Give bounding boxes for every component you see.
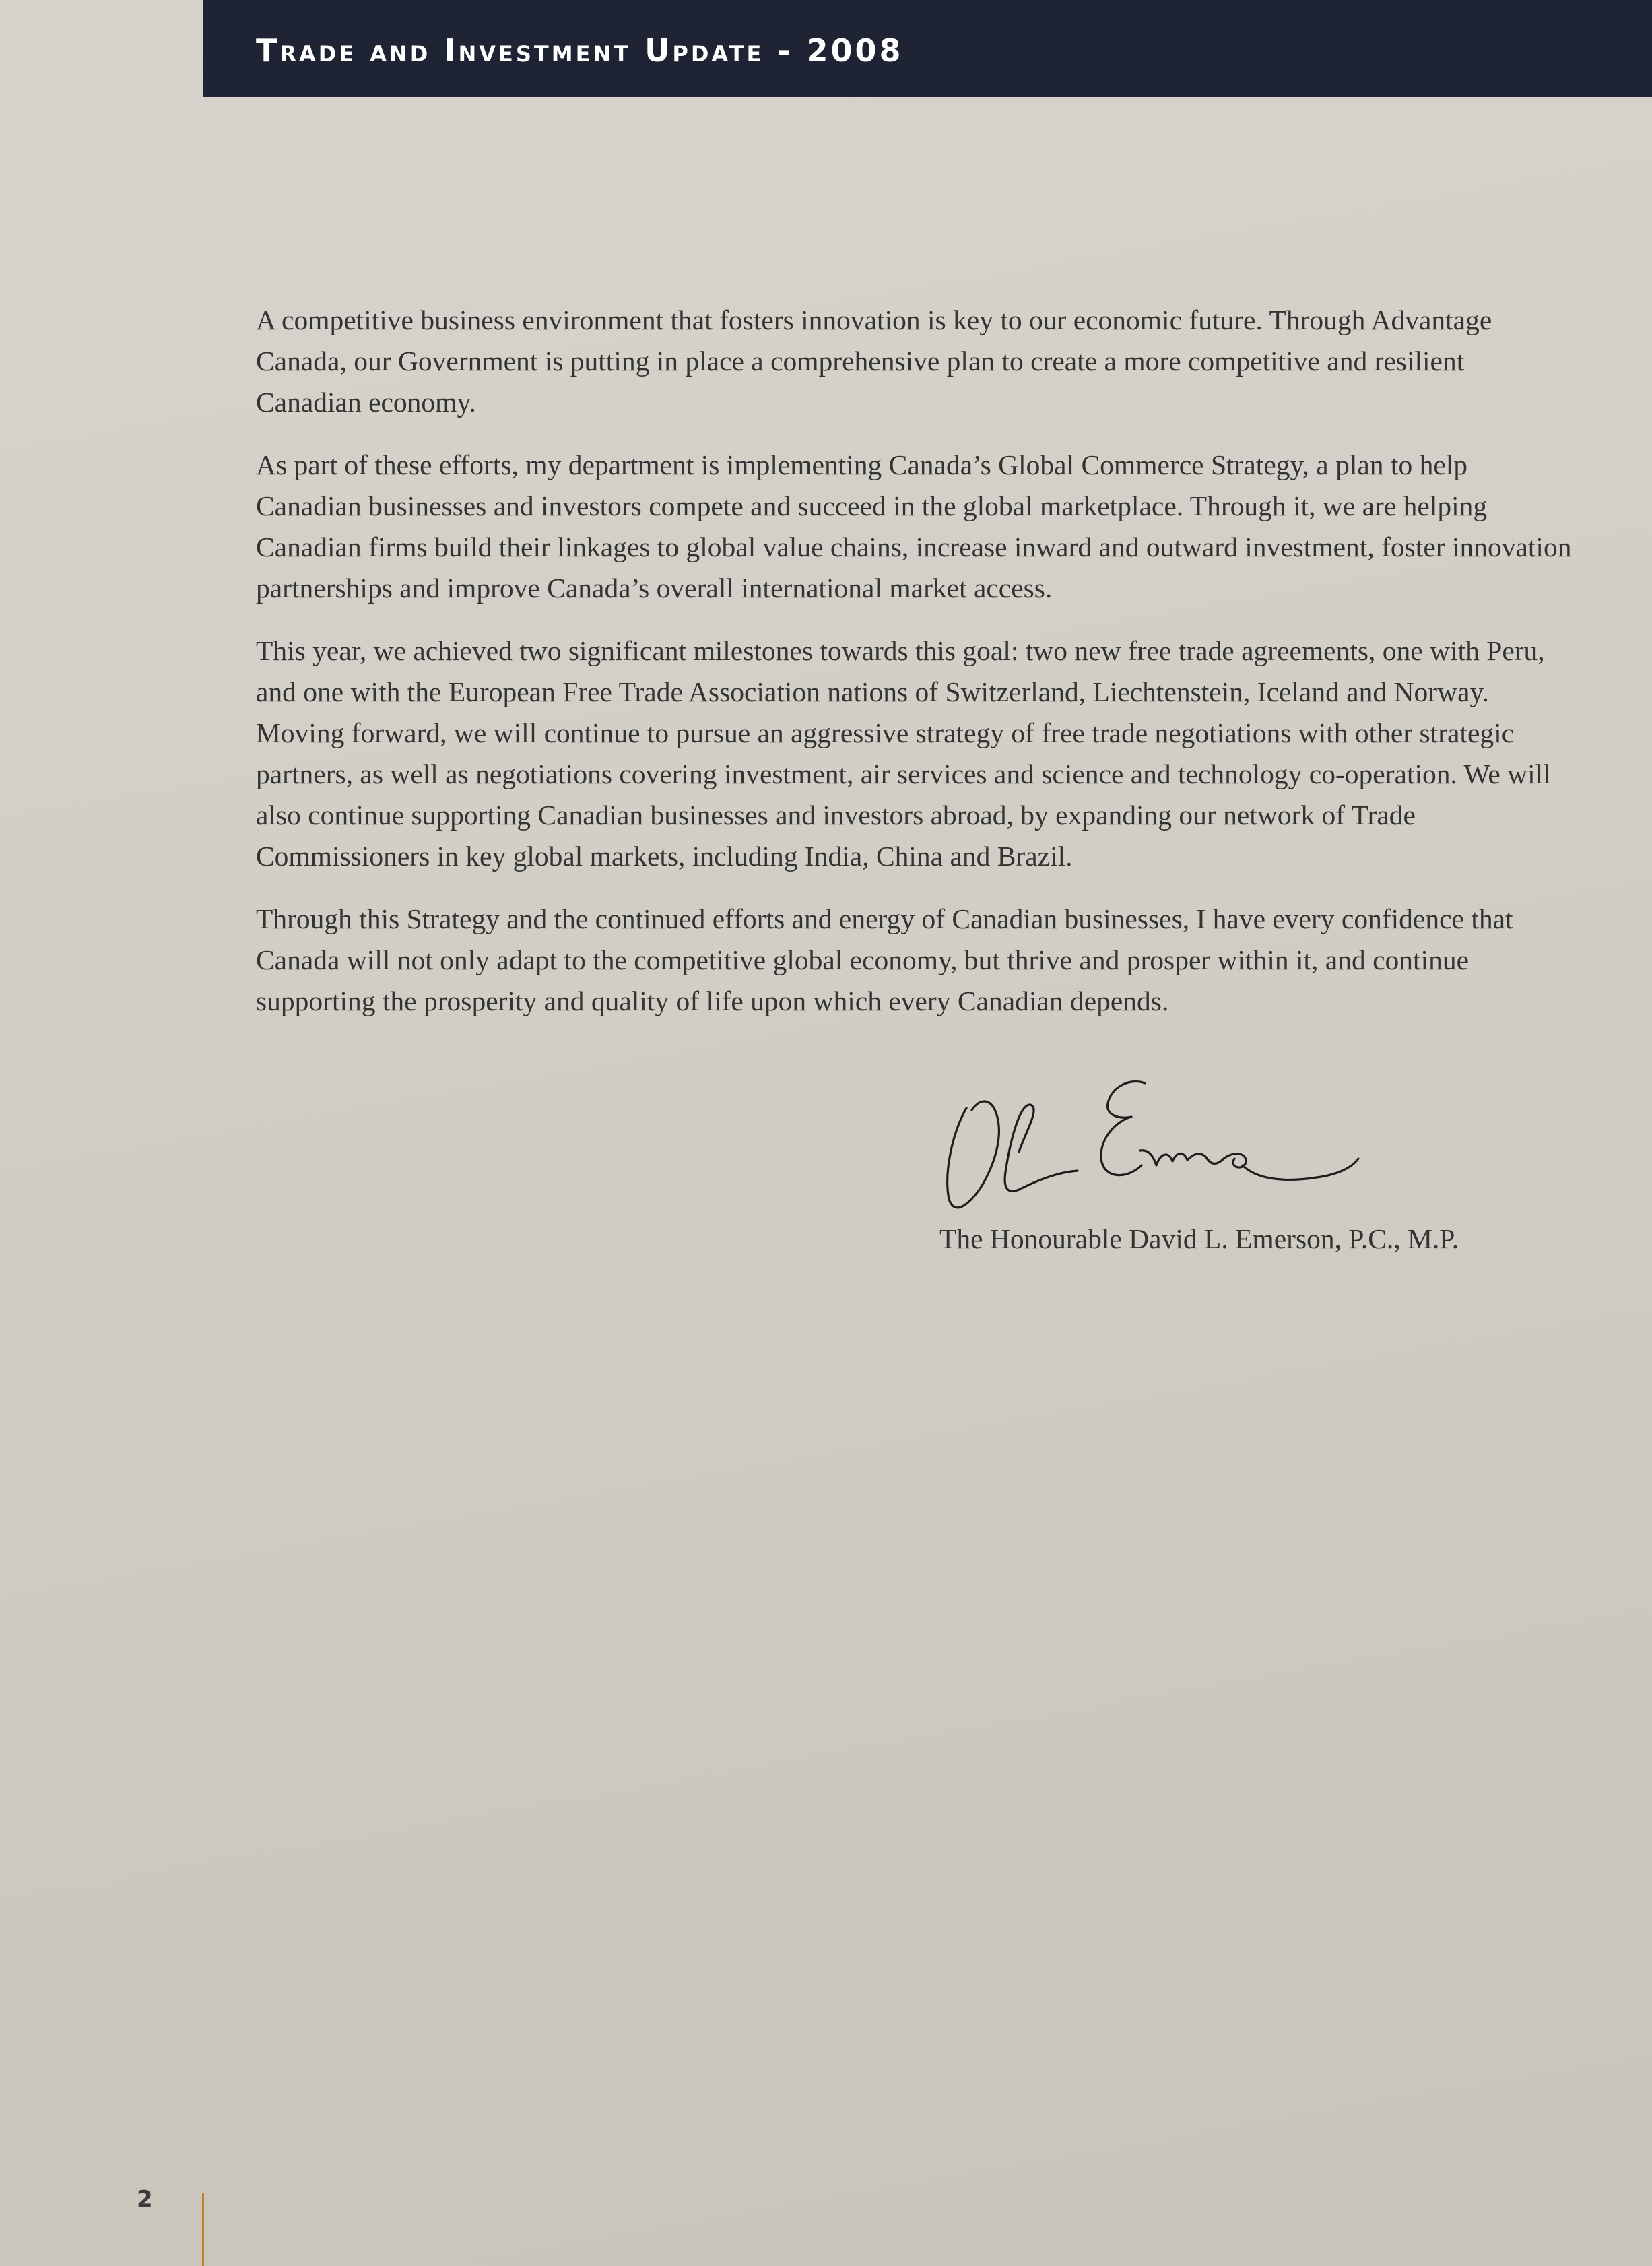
signatory-name: The Honourable David L. Emerson, P.C., M.P. (939, 1223, 1459, 1254)
body-paragraph: As part of these efforts, my department is implementing Canada’s Global Commerce Strategy, a plan to help Canadian businesses and investors compete and succeed in the global marketplace. Through it, we are helping Canadian firms build their linkages to global value chains, increase inward and outward investment, foster innovation partnerships and improve Canada’s overall international market access. (256, 449, 1572, 604)
signature-block (939, 1071, 1546, 1273)
body-paragraph: A competitive business environment that fosters innovation is key to our economic future. Through Advantage Canada, our Government is putting in place a comprehensive plan to create a more competitive and resilient Canadian economy. (256, 304, 1492, 418)
body-paragraph: This year, we achieved two significant milestones towards this goal: two new free trade agreements, one with Peru, and one with the European Free Trade Association nations of Switzerland, Liechtenstein, Iceland and Norway. Moving forward, we will continue to pursue an aggressive strategy of free trade negotiations with other strategic partners, as well as negotiations covering investment, air services and science and technology co-operation. We will also continue supporting Canadian businesses and investors abroad, by expanding our network of Trade Commissioners in key global markets, including India, China and Brazil. (256, 635, 1551, 872)
header-title: Trade and Investment Update - 2008 (256, 32, 904, 69)
page-number: 2 (137, 2186, 153, 2213)
header-bar (203, 0, 1652, 97)
footer-rule (202, 2193, 204, 2266)
letter-body (256, 300, 1576, 1043)
body-paragraph: Through this Strategy and the continued efforts and energy of Canadian businesses, I have every confidence that Canada will not only adapt to the competitive global economy, but thrive and prosper within it, and continue supporting the prosperity and quality of life upon which every Canadian depends. (256, 903, 1513, 1016)
handwritten-signature (939, 1071, 1370, 1226)
